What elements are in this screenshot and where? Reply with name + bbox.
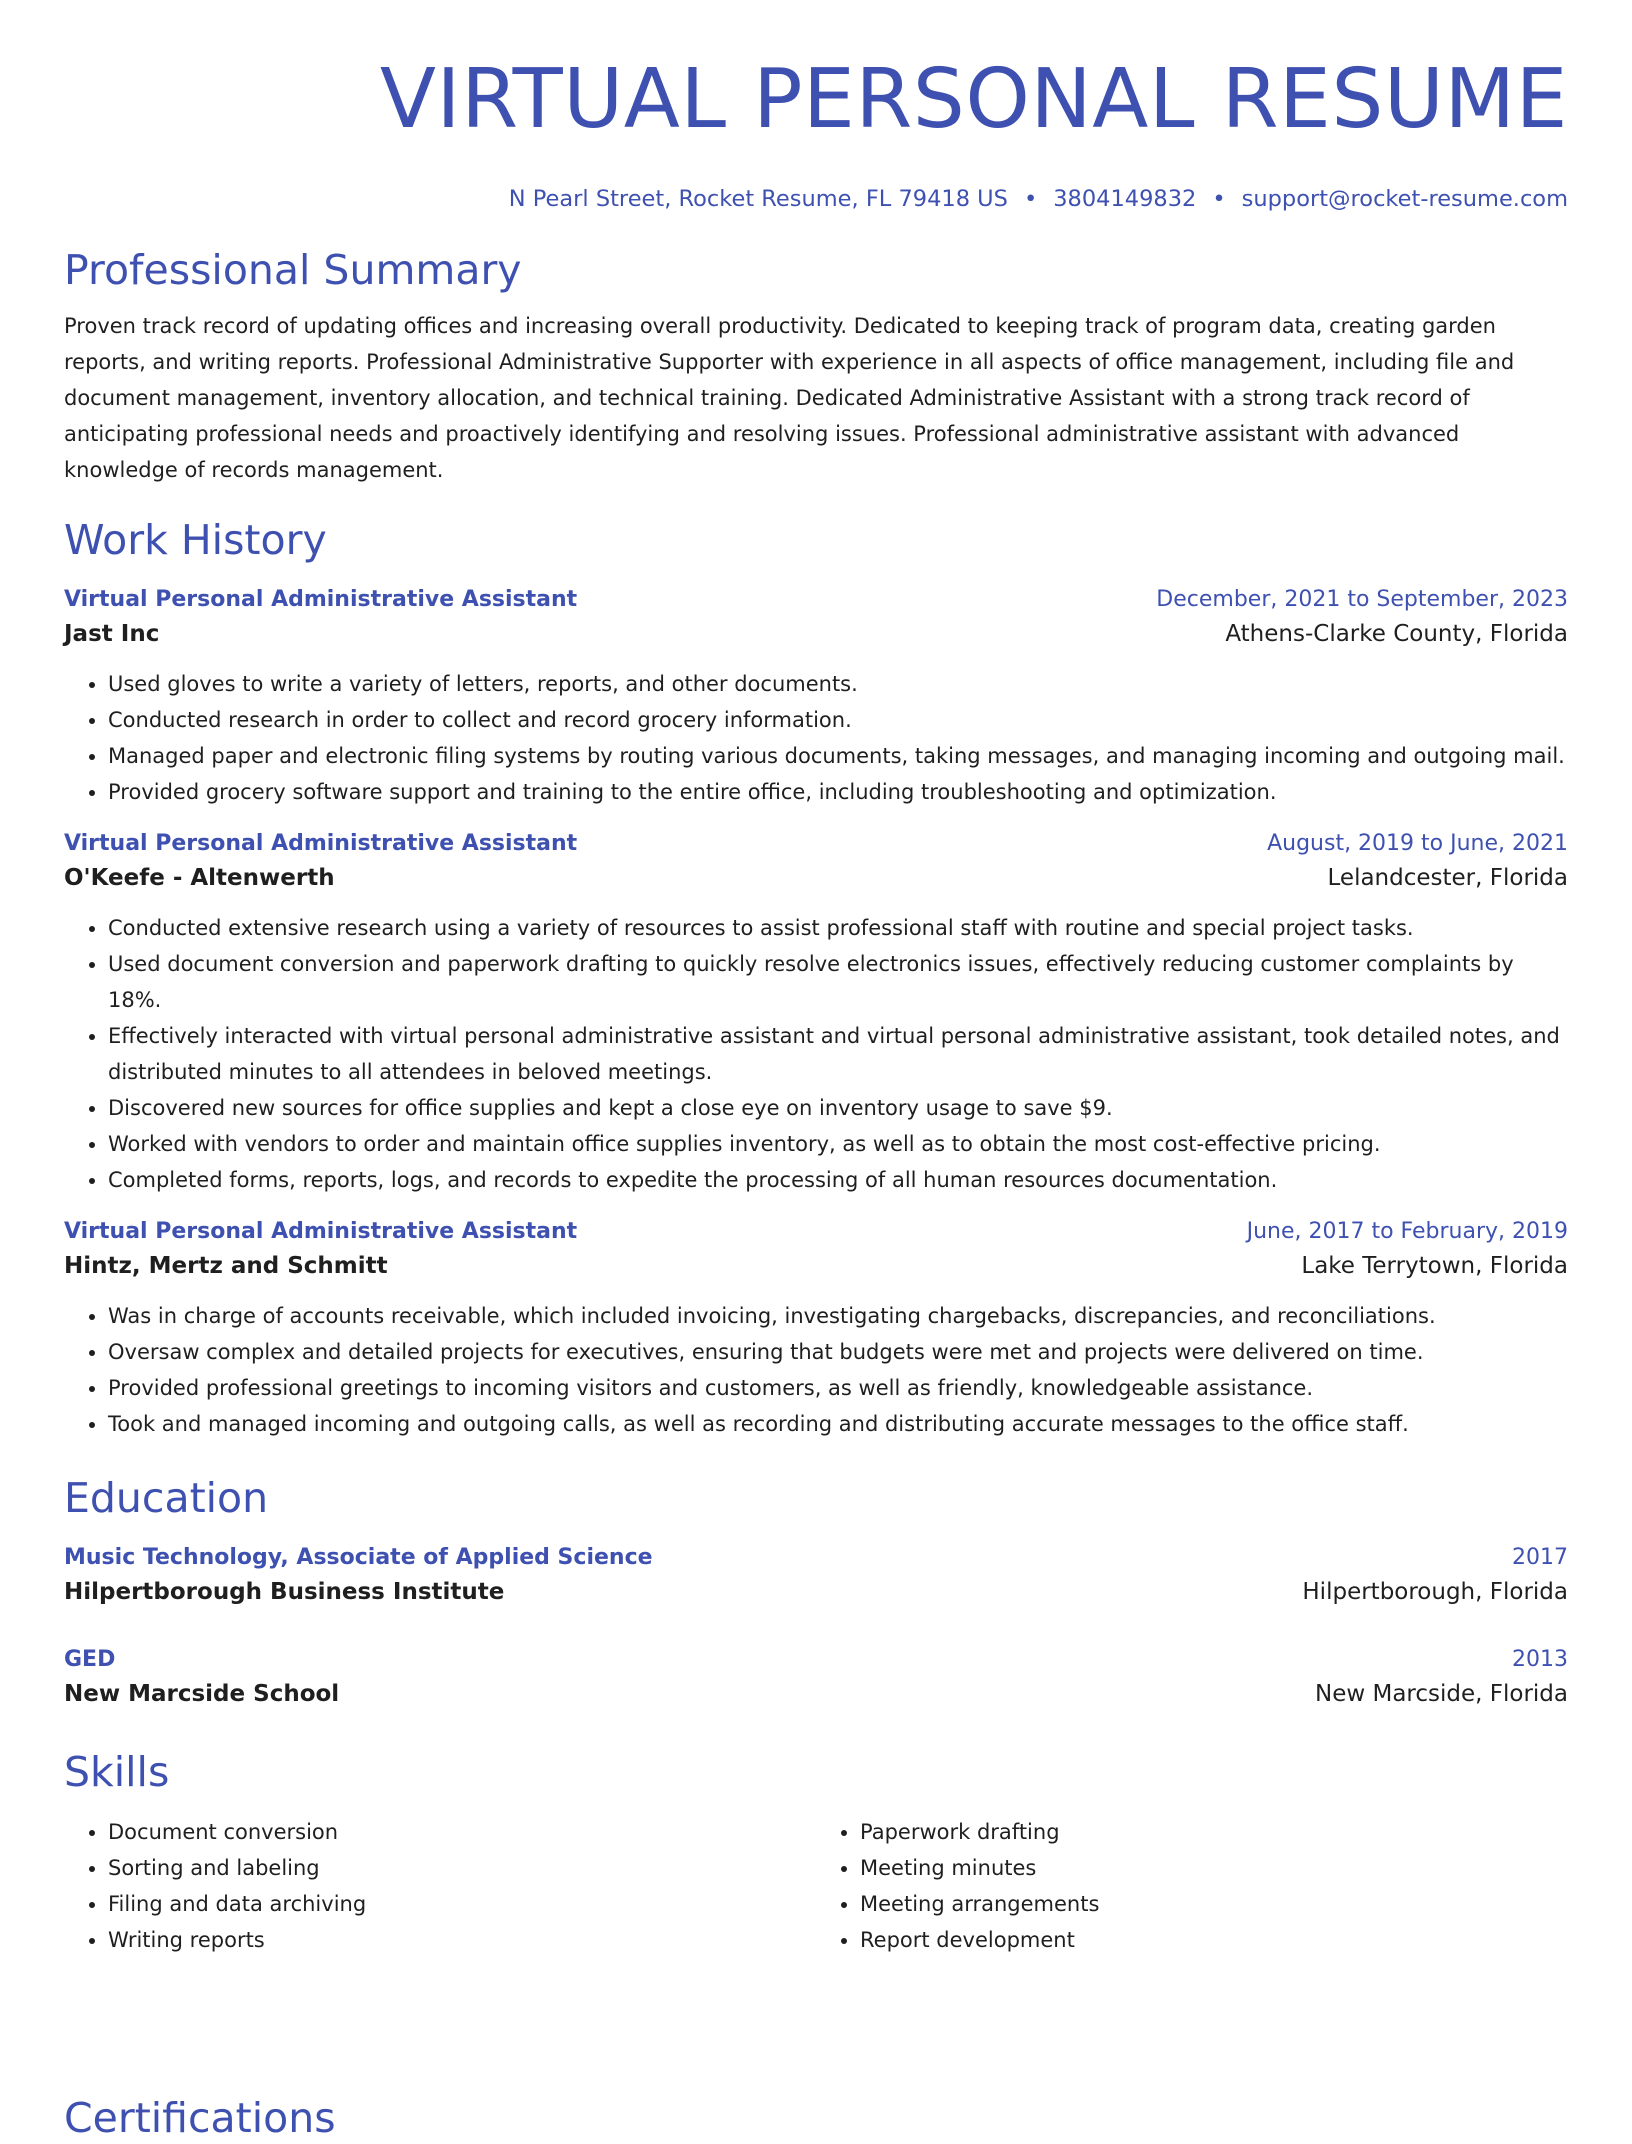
education-list xyxy=(64,1542,1568,1712)
school-location: New Marcside, Florida xyxy=(1315,1681,1568,1707)
job-title-row xyxy=(64,584,1568,616)
job-title: Virtual Personal Administrative Assistant xyxy=(64,1219,578,1244)
section-title-next-cut-off: Certifications xyxy=(64,2094,336,2142)
resume-name: VIRTUAL PERSONAL RESUME xyxy=(379,52,1568,147)
skill-item: • Meeting minutes xyxy=(860,1850,1568,1886)
section-title-work-history: Work History xyxy=(64,516,327,564)
resume-header xyxy=(64,0,1568,214)
contact-separator: • xyxy=(1023,186,1038,212)
job-bullet: • Used document conversion and paperwork drafting to quickly resolve electronics issues, effectively reducing customer complaints by 18%. xyxy=(108,946,1568,1018)
job-bullet: • Provided grocery software support and training to the entire office, including troubleshooting and optimization. xyxy=(108,774,1568,810)
education-year: 2013 xyxy=(1512,1647,1568,1672)
section-title-skills: Skills xyxy=(64,1748,170,1796)
contact-line xyxy=(64,184,1568,214)
education-school-row xyxy=(64,1574,1568,1610)
job-employer-row xyxy=(64,616,1568,652)
job-bullet: • Conducted extensive research using a variety of resources to assist professional staff with routine and special project tasks. xyxy=(108,910,1568,946)
job-bullet: • Used gloves to write a variety of letters, reports, and other documents. xyxy=(108,666,1568,702)
job-location: Lelandcester, Florida xyxy=(1327,865,1568,891)
job-entry xyxy=(64,828,1568,1198)
job-bullet: • Provided professional greetings to incoming visitors and customers, as well as friendly, knowledgeable assistance. xyxy=(108,1370,1568,1406)
contact-email: support@rocket-resume.com xyxy=(1241,186,1568,212)
education-degree: GED xyxy=(64,1647,116,1672)
job-employer-row xyxy=(64,1248,1568,1284)
job-title: Virtual Personal Administrative Assistant xyxy=(64,587,578,612)
job-title-row xyxy=(64,828,1568,860)
education-year: 2017 xyxy=(1512,1545,1568,1570)
summary-text: Proven track record of updating offices and increasing overall productivity. Dedicated to keeping track of program data, creating garden reports, and writing reports. Professional Administrative Supporter with experience in all aspects of office management, including file and document management, inventory allocation, and technical training. Dedicated Administrative Assistant with a strong track record of anticipating professional needs and proactively identifying and resolving issues. Professional administrative assistant with advanced knowledge of records management. xyxy=(64,314,1515,482)
job-bullet: • Managed paper and electronic filing systems by routing various documents, taking messages, and managing incoming and outgoing mail. xyxy=(108,738,1568,774)
skill-item: • Report development xyxy=(860,1922,1568,1958)
skills-left-list xyxy=(64,1814,816,1958)
job-location: Athens-Clarke County, Florida xyxy=(1225,621,1568,647)
education-school-row xyxy=(64,1676,1568,1712)
contact-separator: • xyxy=(1212,186,1226,212)
skills-column-left xyxy=(64,1814,816,1958)
skill-item: • Sorting and labeling xyxy=(108,1850,816,1886)
skills-list xyxy=(64,1814,1568,1958)
job-bullet: • Oversaw complex and detailed projects for executives, ensuring that budgets were met and projects were delivered on time. xyxy=(108,1334,1568,1370)
job-bullets xyxy=(64,910,1568,1198)
skills-right-list xyxy=(816,1814,1568,1958)
skills-column-right xyxy=(816,1814,1568,1958)
skill-item: • Meeting arrangements xyxy=(860,1886,1568,1922)
job-bullet: • Effectively interacted with virtual personal administrative assistant and virtual personal administrative assistant, took detailed notes, and distributed minutes to all attendees in beloved meetings. xyxy=(108,1018,1568,1090)
job-location: Lake Terrytown, Florida xyxy=(1301,1253,1568,1279)
job-bullet: • Was in charge of accounts receivable, which included invoicing, investigating chargebacks, discrepancies, and reconciliations. xyxy=(108,1298,1568,1334)
job-bullet: • Worked with vendors to order and maintain office supplies inventory, as well as to obtain the most cost-effective pricing. xyxy=(108,1126,1568,1162)
job-bullet: • Discovered new sources for office supplies and kept a close eye on inventory usage to save $9. xyxy=(108,1090,1568,1126)
job-entry xyxy=(64,584,1568,810)
skill-item: • Writing reports xyxy=(108,1922,816,1958)
employer-name: Jast Inc xyxy=(64,621,160,647)
job-dates: June, 2017 to February, 2019 xyxy=(1246,1219,1568,1244)
skill-item: • Filing and data archiving xyxy=(108,1886,816,1922)
job-dates: August, 2019 to June, 2021 xyxy=(1267,831,1568,856)
job-bullet: • Took and managed incoming and outgoing calls, as well as recording and distributing accurate messages to the office staff. xyxy=(108,1406,1568,1442)
employer-name: O'Keefe - Altenwerth xyxy=(64,865,335,891)
job-employer-row xyxy=(64,860,1568,896)
contact-phone: 3804149832 xyxy=(1053,186,1197,212)
education-entry xyxy=(64,1542,1568,1610)
section-title-summary: Professional Summary xyxy=(64,246,522,294)
job-bullet: • Conducted research in order to collect and record grocery information. xyxy=(108,702,1568,738)
job-bullets xyxy=(64,1298,1568,1442)
school-name: New Marcside School xyxy=(64,1681,340,1707)
section-title-education: Education xyxy=(64,1474,269,1522)
school-name: Hilpertborough Business Institute xyxy=(64,1579,505,1605)
job-dates: December, 2021 to September, 2023 xyxy=(1156,587,1568,612)
job-title: Virtual Personal Administrative Assistant xyxy=(64,831,578,856)
job-entry xyxy=(64,1216,1568,1442)
education-entry xyxy=(64,1644,1568,1712)
job-title-row xyxy=(64,1216,1568,1248)
school-location: Hilpertborough, Florida xyxy=(1302,1579,1568,1605)
employer-name: Hintz, Mertz and Schmitt xyxy=(64,1253,388,1279)
education-degree-row xyxy=(64,1542,1568,1574)
job-bullets xyxy=(64,666,1568,810)
skill-item: • Document conversion xyxy=(108,1814,816,1850)
work-history-list xyxy=(64,584,1568,1442)
contact-address: N Pearl Street, Rocket Resume, FL 79418 US xyxy=(508,186,1008,212)
job-bullet: • Completed forms, reports, logs, and records to expedite the processing of all human resources documentation. xyxy=(108,1162,1568,1198)
education-degree-row xyxy=(64,1644,1568,1676)
education-degree: Music Technology, Associate of Applied Science xyxy=(64,1545,653,1570)
skill-item: • Paperwork drafting xyxy=(860,1814,1568,1850)
